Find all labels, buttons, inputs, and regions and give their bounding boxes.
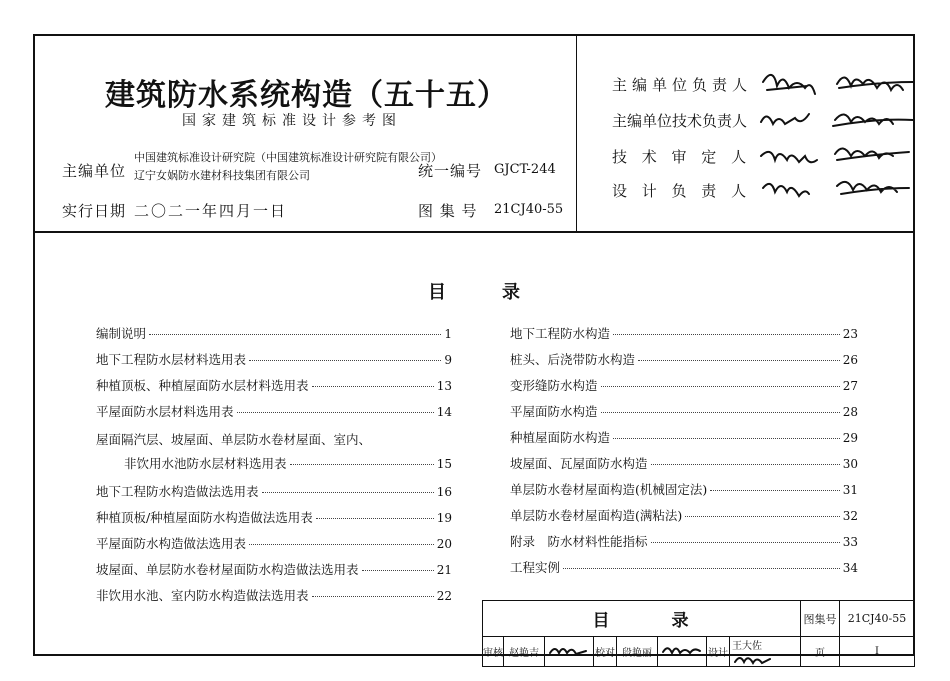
toc-heading-right: 录 <box>502 282 520 303</box>
toc-entry-title: 单层防水卷材屋面构造(机械固定法) <box>510 482 708 497</box>
leader-dots <box>613 438 840 439</box>
leader-dots <box>316 518 434 519</box>
toc-entry-page: 31 <box>842 483 858 497</box>
toc-entry-title: 平屋面防水构造 <box>510 404 598 419</box>
toc-entry[interactable] <box>510 428 858 448</box>
toc-entry-page: 16 <box>436 485 452 499</box>
leader-dots <box>601 412 840 413</box>
leader-dots <box>290 464 434 465</box>
unified-number: GJCT-244 <box>494 162 556 177</box>
toc-entry-title: 非饮用水池防水层材料选用表 <box>124 456 287 471</box>
toc-entry-page: 32 <box>842 509 858 523</box>
responsibility-label-1: 主编单位负责人 <box>612 76 753 94</box>
design-signature <box>732 652 772 666</box>
toc-entry[interactable] <box>510 558 858 578</box>
toc-entry-continued[interactable] <box>96 430 452 450</box>
toc-entry[interactable] <box>510 324 858 344</box>
toc-entry[interactable] <box>96 482 452 502</box>
toc-entry-page: 34 <box>842 561 858 575</box>
signature-3a <box>761 152 817 162</box>
toc-entry-title: 地下工程防水构造做法选用表 <box>96 484 259 499</box>
leader-dots <box>651 542 840 543</box>
toc-entry-page: 19 <box>436 511 452 525</box>
toc-entry-page: 23 <box>842 327 858 341</box>
leader-dots <box>601 386 840 387</box>
toc-entry-title: 单层防水卷材屋面构造(满粘法) <box>510 508 683 523</box>
sheet-title-right: 录 <box>671 611 691 631</box>
leader-dots <box>149 334 441 335</box>
sheet-title-left: 目 <box>592 611 612 631</box>
toc-entry[interactable] <box>96 350 452 370</box>
toc-entry-page: 26 <box>842 353 858 367</box>
review-name: 赵艳吉 <box>504 637 545 667</box>
leader-dots <box>237 412 434 413</box>
toc-entry-title: 地下工程防水构造 <box>510 326 611 341</box>
sheet-title <box>483 601 801 637</box>
check-label: 校对 <box>594 637 617 667</box>
toc-entry-page: 1 <box>444 327 452 341</box>
leader-dots <box>312 596 434 597</box>
leader-dots <box>613 334 840 335</box>
leader-dots <box>262 492 434 493</box>
unified-number-label: 统一编号 <box>418 162 483 180</box>
toc-entry-page: 22 <box>436 589 452 603</box>
signature-3b <box>835 148 909 160</box>
responsibility-label-3: 技 术 审 定 人 <box>612 148 752 166</box>
toc-entry[interactable] <box>96 534 452 554</box>
toc-entry-page: 21 <box>436 563 452 577</box>
toc-entry[interactable] <box>510 506 858 526</box>
toc-entry-title: 非饮用水池、室内防水构造做法选用表 <box>96 588 309 603</box>
toc-entry-page: 20 <box>436 537 452 551</box>
toc-entry[interactable] <box>510 350 858 370</box>
atlas-number: 21CJ40-55 <box>494 202 564 217</box>
toc-entry-page: 14 <box>436 405 452 419</box>
responsibility-label-2: 主编单位技术负责人 <box>612 112 748 130</box>
signature-2a <box>761 114 809 124</box>
toc-entry[interactable] <box>510 376 858 396</box>
toc-entry-page: 27 <box>842 379 858 393</box>
leader-dots <box>362 570 434 571</box>
editor-line-1: 中国建筑标准设计研究院（中国建筑标准设计研究院有限公司） <box>134 151 442 164</box>
review-signature <box>545 637 594 667</box>
toc-entry[interactable] <box>510 454 858 474</box>
page-value: I <box>840 637 915 667</box>
toc-entry-page: 33 <box>842 535 858 549</box>
toc-entry-title: 桩头、后浇带防水构造 <box>510 352 636 367</box>
leader-dots <box>249 360 441 361</box>
toc-entry[interactable] <box>510 402 858 422</box>
signature-1a <box>763 75 815 94</box>
leader-dots <box>710 490 839 491</box>
toc-entry-title: 种植屋面防水构造 <box>510 430 611 445</box>
toc-entry-title: 工程实例 <box>510 560 561 575</box>
toc-entry-title: 屋面隔汽层、坡屋面、单层防水卷材屋面、室内、 <box>96 432 372 447</box>
toc-entry-title: 变形缝防水构造 <box>510 378 598 393</box>
title-block <box>482 600 915 667</box>
toc-entry-title: 平屋面防水构造做法选用表 <box>96 536 247 551</box>
design-cell <box>730 637 801 667</box>
design-label: 设计 <box>707 637 730 667</box>
toc-entry-page: 30 <box>842 457 858 471</box>
toc-entry-page: 29 <box>842 431 858 445</box>
toc-entry[interactable] <box>510 532 858 552</box>
check-name: 段艳丽 <box>617 637 658 667</box>
signature-4a <box>763 184 809 196</box>
toc-entry-title: 坡屋面、单层防水卷材屋面防水构造做法选用表 <box>96 562 359 577</box>
leader-dots <box>563 568 840 569</box>
review-label: 审核 <box>483 637 504 667</box>
toc-entry-page: 13 <box>436 379 452 393</box>
signature-strokes <box>755 62 915 212</box>
toc-entry-title: 种植顶板/种植屋面防水构造做法选用表 <box>96 510 313 525</box>
toc-entry-title: 附录 防水材料性能指标 <box>510 534 648 549</box>
toc-entry-title: 种植顶板、种植屋面防水层材料选用表 <box>96 378 309 393</box>
leader-dots <box>312 386 434 387</box>
header-vertical-divider <box>576 34 577 232</box>
toc-entry-title: 编制说明 <box>96 326 147 341</box>
signature-1b <box>837 77 913 90</box>
toc-entry-page: 15 <box>436 457 452 471</box>
atlas-title: 建筑防水系统构造（五十五） <box>105 78 508 113</box>
leader-dots <box>685 516 839 517</box>
toc-entry-page: 28 <box>842 405 858 419</box>
toc-entry[interactable] <box>96 324 452 344</box>
atlas-number-cell: 21CJ40-55 <box>840 601 915 637</box>
toc-entry-page: 9 <box>444 353 452 367</box>
toc-heading-left: 目 <box>428 282 446 303</box>
design-signature-stroke <box>735 658 770 663</box>
date-label: 实行日期 <box>62 202 127 220</box>
editor-label: 主编单位 <box>62 162 127 180</box>
header-divider <box>33 231 915 233</box>
review-signature-stroke <box>550 649 586 654</box>
leader-dots <box>638 360 840 361</box>
toc-entry-title: 坡屋面、瓦屋面防水构造 <box>510 456 648 471</box>
check-signature-stroke <box>663 648 700 653</box>
signature-2b <box>833 114 913 126</box>
leader-dots <box>651 464 840 465</box>
atlas-number-cell-label: 图集号 <box>801 601 840 637</box>
toc-entry[interactable] <box>96 586 452 606</box>
toc-entry-title: 平屋面防水层材料选用表 <box>96 404 234 419</box>
leader-dots <box>249 544 434 545</box>
atlas-number-label: 图 集 号 <box>418 202 478 220</box>
design-name: 王大佐 <box>732 641 762 652</box>
check-signature <box>658 637 707 667</box>
toc-entry[interactable] <box>96 376 452 396</box>
toc-entry[interactable] <box>96 402 452 422</box>
signature-4b <box>837 182 909 194</box>
atlas-subtitle: 国家建筑标准设计参考图 <box>182 113 402 129</box>
editor-line-2: 辽宁女娲防水建材科技集团有限公司 <box>134 169 310 182</box>
toc-entry[interactable] <box>96 508 452 528</box>
toc-entry[interactable] <box>96 560 452 580</box>
page-label: 页 <box>801 637 840 667</box>
toc-entry[interactable] <box>124 454 452 474</box>
toc-entry-title: 地下工程防水层材料选用表 <box>96 352 247 367</box>
date-value: 二〇二一年四月一日 <box>134 202 288 220</box>
toc-entry[interactable] <box>510 480 858 500</box>
responsibility-label-4: 设 计 负 责 人 <box>612 182 752 200</box>
